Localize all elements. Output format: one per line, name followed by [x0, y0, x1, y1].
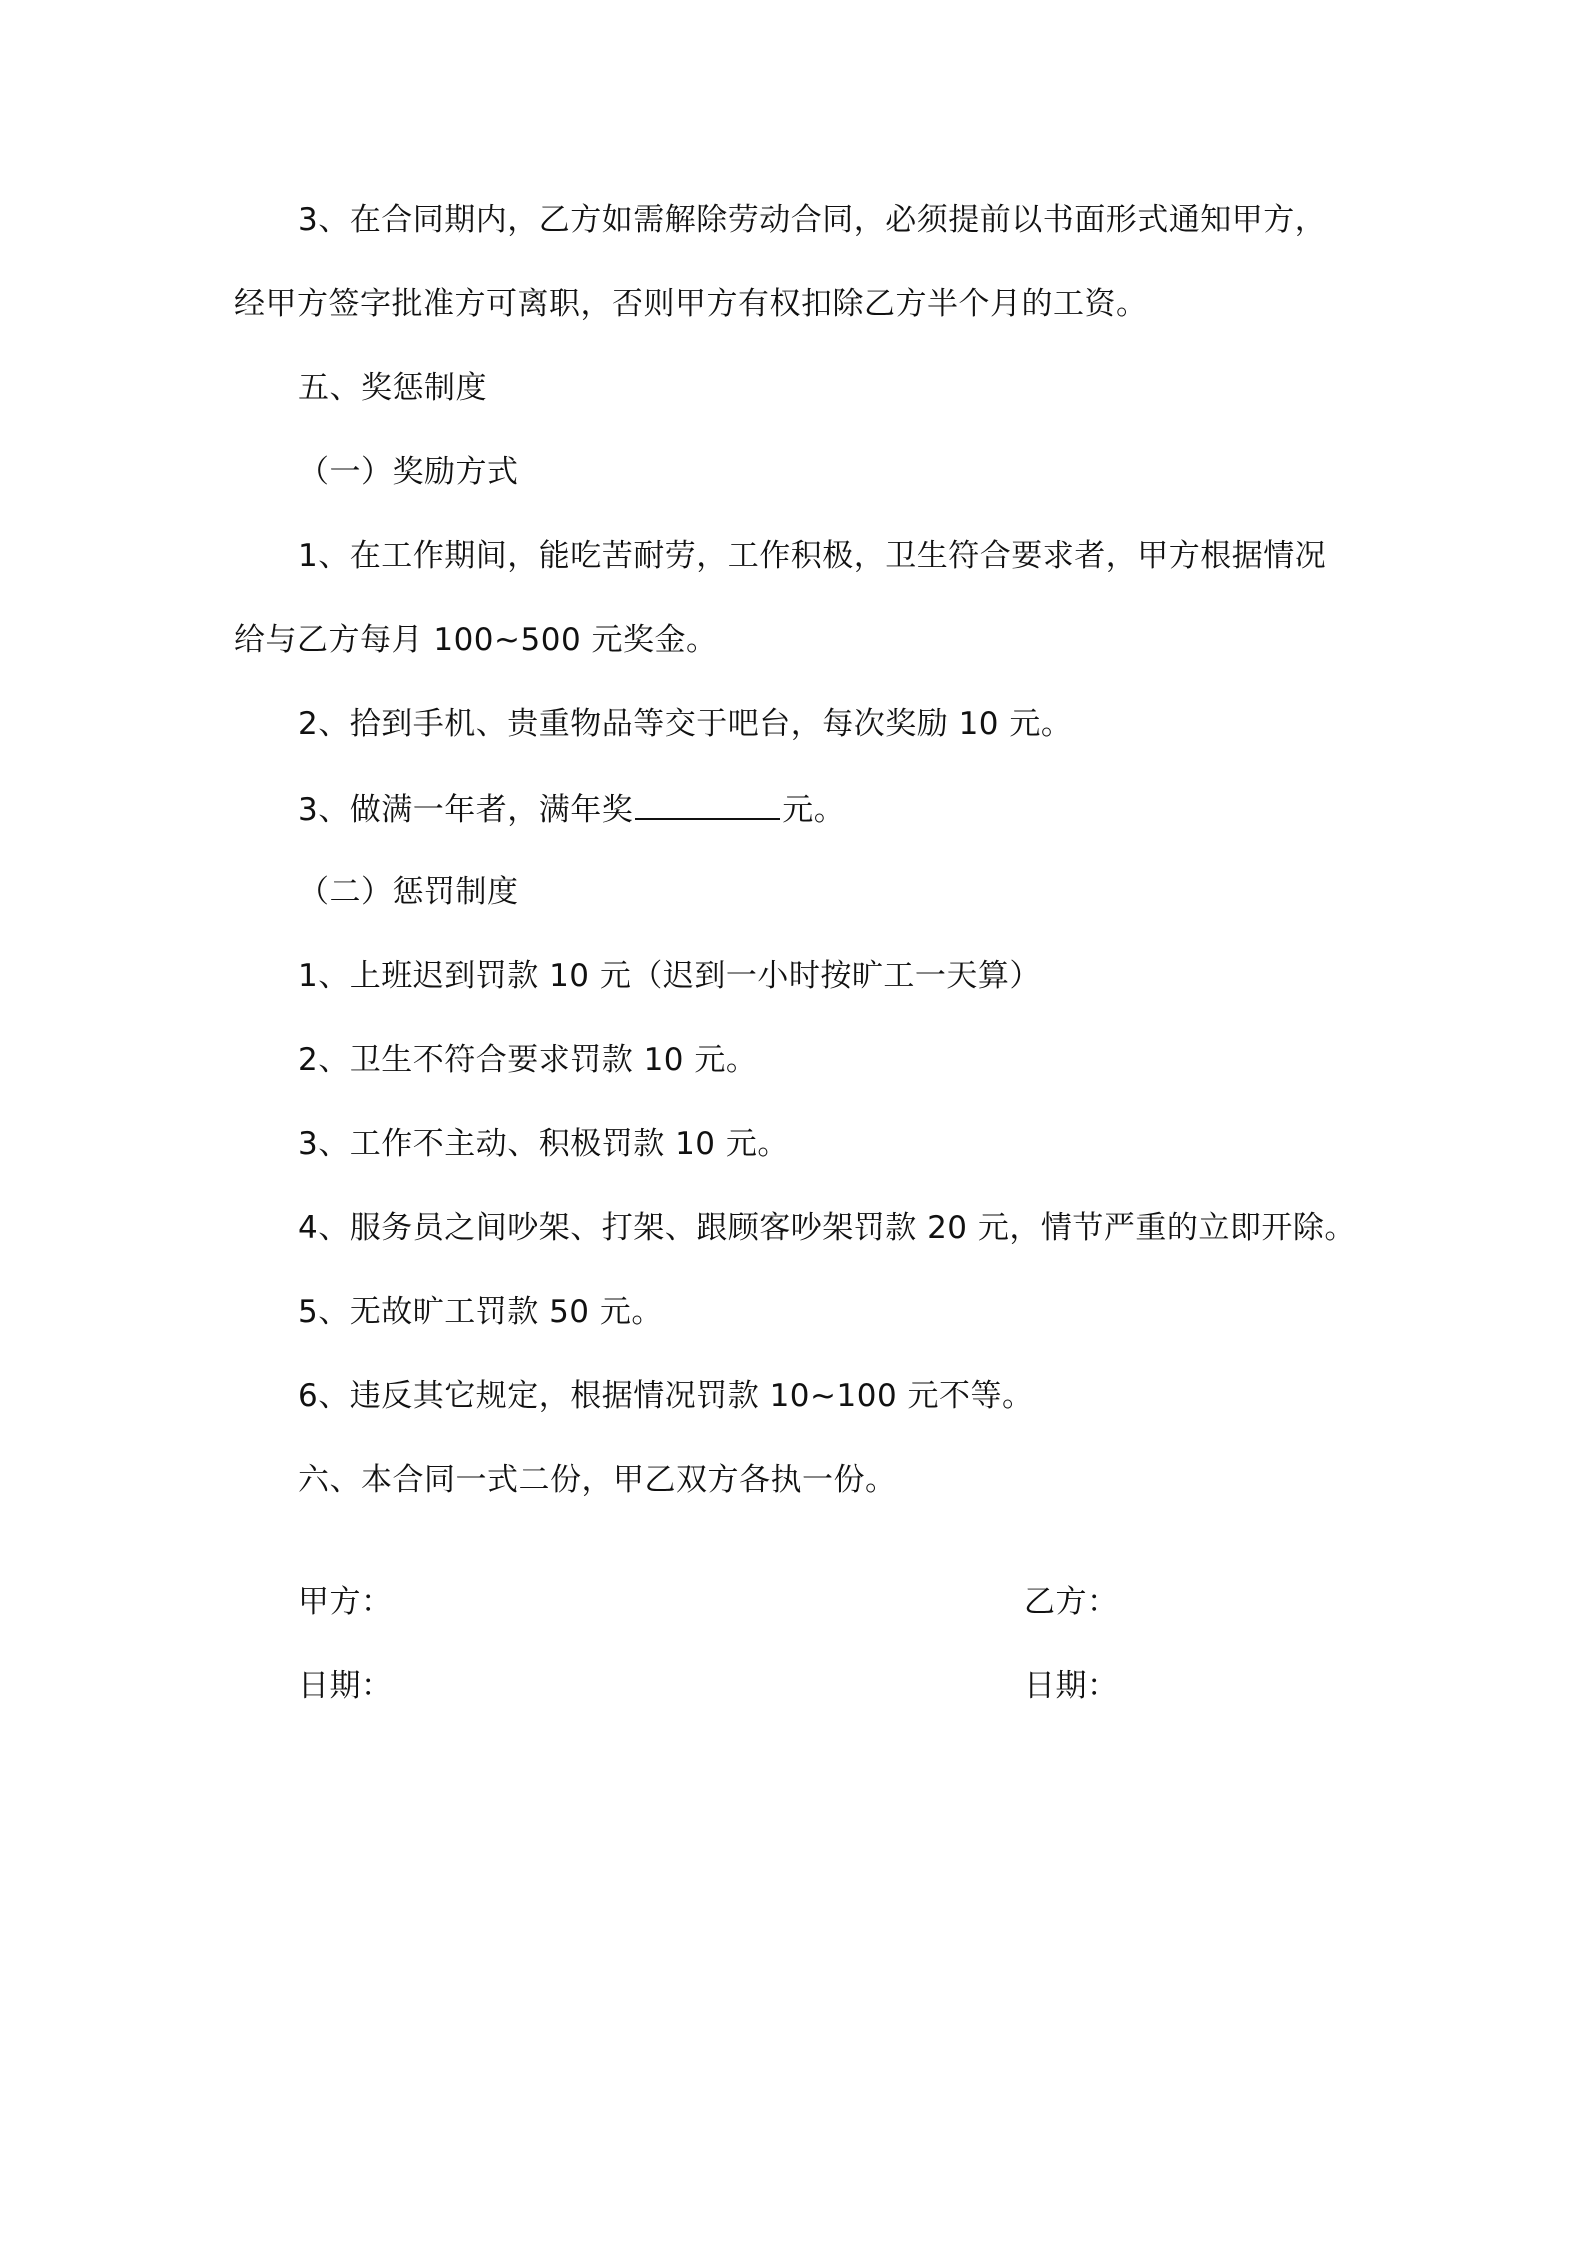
clause-3-line-2: 经甲方签字批准方可离职，否则甲方有权扣除乙方半个月的工资。	[234, 286, 1148, 322]
penalty-2: 2、卫生不符合要求罚款 10 元。	[298, 1042, 758, 1078]
penalty-6: 6、违反其它规定，根据情况罚款 10~100 元不等。	[298, 1378, 1034, 1414]
reward-1-line-2: 给与乙方每月 100~500 元奖金。	[234, 622, 718, 658]
reward-2: 2、拾到手机、贵重物品等交于吧台，每次奖励 10 元。	[298, 706, 1073, 742]
penalty-1: 1、上班迟到罚款 10 元（迟到一小时按旷工一天算）	[298, 958, 1041, 994]
section-5-heading: 五、奖惩制度	[298, 370, 487, 406]
reward-subheading: （一）奖励方式	[298, 454, 519, 490]
reward-3	[298, 788, 845, 830]
party-a-label: 甲方：	[298, 1584, 393, 1620]
reward-3-prefix: 3、做满一年者，满年奖	[298, 792, 634, 828]
party-b-date-label: 日期：	[1024, 1668, 1119, 1704]
penalty-4: 4、服务员之间吵架、打架、跟顾客吵架罚款 20 元，情节严重的立即开除。	[298, 1210, 1356, 1246]
penalty-5: 5、无故旷工罚款 50 元。	[298, 1294, 663, 1330]
penalty-3: 3、工作不主动、积极罚款 10 元。	[298, 1126, 789, 1162]
penalty-subheading: （二）惩罚制度	[298, 874, 519, 910]
section-6-copies: 六、本合同一式二份，甲乙双方各执一份。	[298, 1462, 897, 1498]
reward-1-line-1: 1、在工作期间，能吃苦耐劳，工作积极，卫生符合要求者，甲方根据情况	[298, 538, 1327, 574]
annual-bonus-blank	[635, 788, 780, 820]
party-a-date-label: 日期：	[298, 1668, 393, 1704]
clause-3-line-1: 3、在合同期内，乙方如需解除劳动合同，必须提前以书面形式通知甲方，	[298, 202, 1327, 238]
reward-3-suffix: 元。	[782, 792, 846, 828]
party-b-label: 乙方：	[1024, 1584, 1119, 1620]
